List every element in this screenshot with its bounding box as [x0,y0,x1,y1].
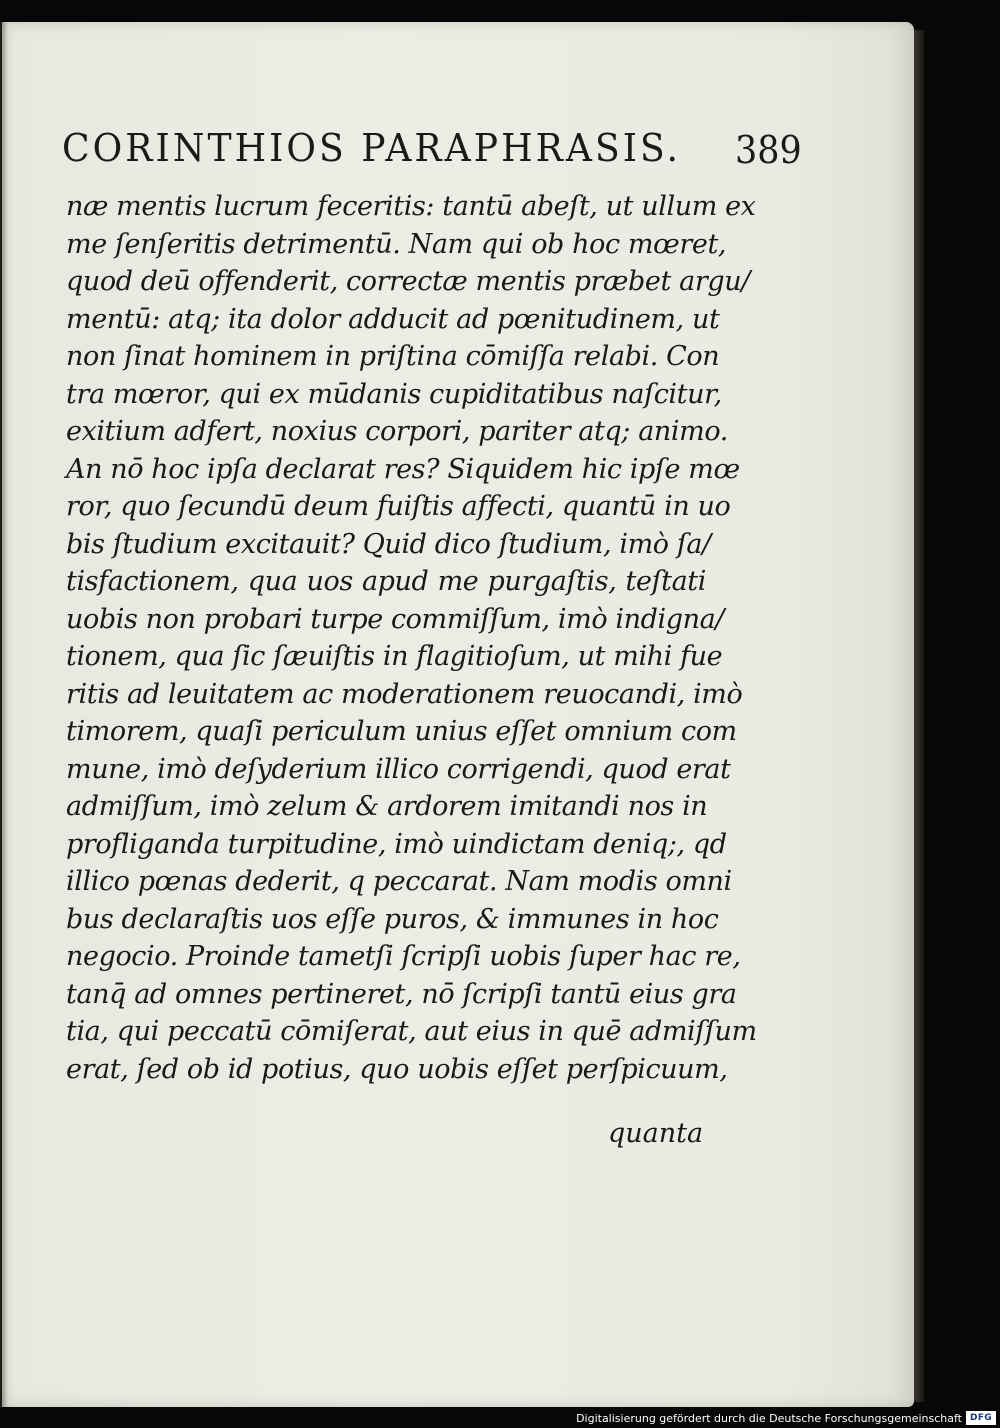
text-line: quod deū offenderit, correctæ mentis præbet argu/ [66,266,750,297]
text-line: tanq̄ ad omnes pertineret, nō ſcripſi tantū eius gra [66,978,737,1010]
funding-credit: Digitalisierung gefördert durch die Deutsche Forschungsgemeinschaft [576,1412,962,1425]
text-line: tra mœror, qui ex mūdanis cupiditatibus naſcitur, [66,378,722,410]
text-line: erat, ſed ob id potius, quo uobis eſſet perſpicuum, [66,1053,728,1085]
page-number: 389 [735,128,802,172]
text-line: mentū: atq; ita dolor adducit ad pœnitudinem, ut [66,303,720,335]
text-line: bus declaraſtis uos eſſe puros, & immunes in hoc [66,903,719,935]
body-text [66,188,757,1088]
text-line: tionem, qua ſic ſæuiſtis in flagitioſum, ut mihi fue [66,641,723,672]
page-header [62,120,802,184]
text-line: negocio. Proinde tametſi ſcripſi uobis ſuper hac re, [66,941,741,972]
text-line: non ſinat hominem in priſtina cōmiſſa relabi. Con [66,341,720,372]
text-line: admiſſum, imò zelum & ardorem imitandi nos in [66,791,708,822]
running-title: CORINTHIOS PARAPHRASIS. [62,126,682,170]
text-line: næ mentis lucrum feceritis: tantū abeſt, ut ullum ex [66,191,756,222]
text-line: exitium adfert, noxius corpori, pariter atq; animo. [66,416,728,447]
page-gutter-shadow [0,22,8,1407]
dfg-logo-icon: DFG [966,1411,996,1425]
text-line: timorem, quaſi periculum unius eſſet omnium com [66,716,737,747]
text-line: profliganda turpitudine, imò uindictam deniq;, qd [66,828,727,860]
text-line: uobis non probari turpe commiſſum, imò indigna/ [66,603,725,635]
text-line: mune, imò deſyderium illico corrigendi, quod erat [66,753,731,785]
text-line: ror, quo ſecundū deum fuiſtis affecti, quantū in uo [66,491,731,522]
text-line: An nō hoc ipſa declarat res? Siquidem hic ipſe mœ [66,453,740,485]
footer-bar [0,1410,1000,1428]
page-edge [914,30,924,1402]
catchword: quanta [608,1118,704,1149]
text-line: tia, qui peccatū cōmiſerat, aut eius in quē admiſſum [66,1016,757,1047]
text-line: tisfactionem, qua uos apud me purgaſtis, teſtati [66,566,706,597]
text-line: bis ſtudium excitauit? Quid dico ſtudium, imò ſa/ [66,528,711,560]
text-line: me ſenſeritis detrimentū. Nam qui ob hoc mœret, [66,228,727,260]
text-line: ritis ad leuitatem ac moderationem reuocandi, imò [66,678,743,710]
text-line: illico pœnas dederit, q peccarat. Nam modis omni [66,866,732,897]
